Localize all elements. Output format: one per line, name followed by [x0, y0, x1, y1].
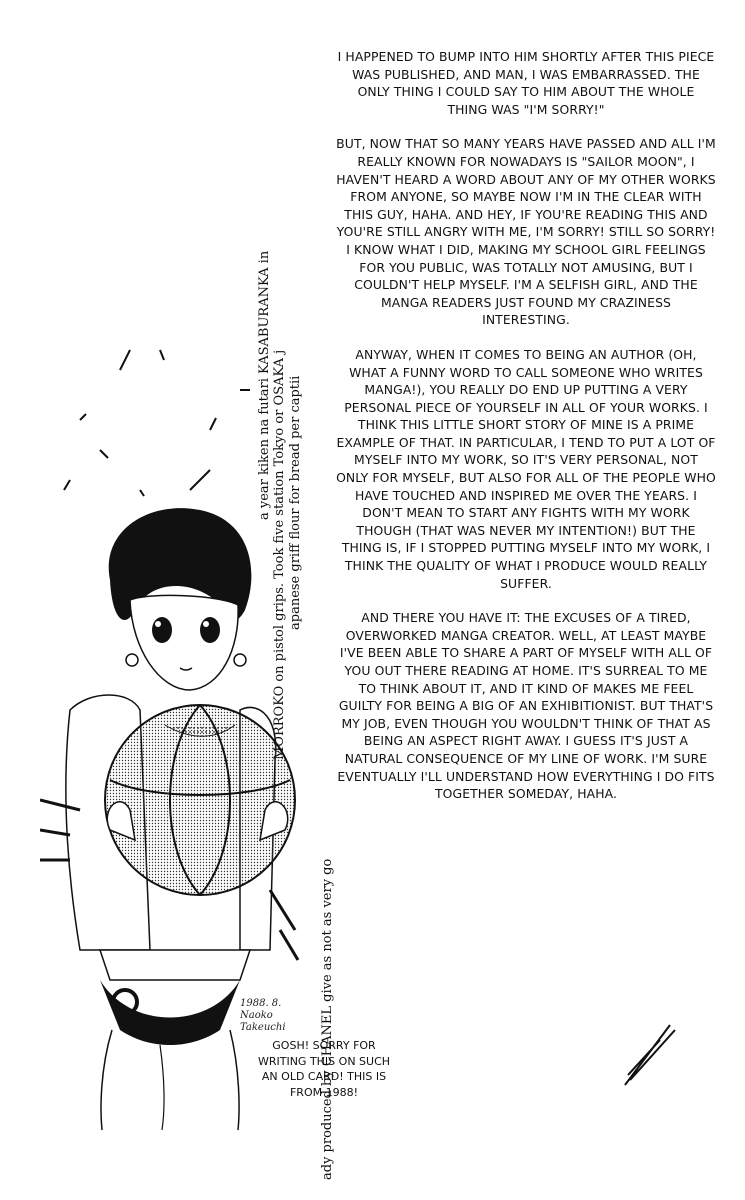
author-note: GOSH! SORRY FOR WRITING THIS ON SUCH AN OLD CARD! THIS IS FROM 1988!: [257, 1039, 391, 1099]
essay-paragraph: I HAPPENED TO BUMP INTO HIM SHORTLY AFTER THIS PIECE WAS PUBLISHED, AND MAN, I WAS EMBARRASSED. THE ONLY THING I COULD SAY TO HIM ABOUT THE WHOLE THING WAS "I'M SORRY!": [337, 49, 715, 117]
confetti-marks: [64, 350, 250, 496]
signature-date: 1988. 8.: [240, 998, 282, 1009]
vertical-caption-1: a year kiken na futari KASABURANKA in: [257, 250, 272, 520]
signature-name-2: Takeuchi: [240, 1022, 286, 1033]
artist-signature: [240, 998, 286, 1034]
pen-stroke-mark: [620, 1020, 680, 1090]
author-essay: [336, 48, 716, 820]
vertical-caption-4: ady produced by CHANEL give as not as very go: [320, 858, 335, 1180]
vertical-caption-3: apanese griff flour for bread per captii: [288, 375, 303, 630]
signature-name-1: Naoko: [240, 1010, 273, 1021]
essay-paragraph: AND THERE YOU HAVE IT: THE EXCUSES OF A TIRED, OVERWORKED MANGA CREATOR. WELL, AT LEAST MAYBE I'VE BEEN ABLE TO SHARE A PART OF MYSELF WITH ALL OF YOU OUT THERE READING AT HOME. IT'S SURREAL TO ME TO THINK ABOUT IT, AND IT KIND OF MAKES ME FEEL GUILTY FOR BEING A BIG OF AN EXHIBITIONIST. BUT THAT'S MY JOB, EVEN THOUGH YOU WOULDN'T THINK OF THAT AS BEING AN ASPECT RIGHT AWAY. I GUESS IT'S JUST A NATURAL CONSEQUENCE OF MY LINE OF WORK. I'M SURE EVENTUALLY I'LL UNDERSTAND HOW EVERYTHING I DO FITS TOGETHER SOMEDAY, HAHA.: [337, 610, 715, 802]
essay-paragraph: BUT, NOW THAT SO MANY YEARS HAVE PASSED AND ALL I'M REALLY KNOWN FOR NOWADAYS IS "SAILOR MOON", I HAVEN'T HEARD A WORD ABOUT ANY OF MY OTHER WORKS FROM ANYONE, SO MAYBE NOW I'M IN THE CLEAR WITH THIS GUY, HAHA. AND HEY, IF YOU'RE READING THIS AND YOU'RE STILL ANGRY WITH ME, I'M SORRY! STILL SO SORRY! I KNOW WHAT I DID, MAKING MY SCHOOL GIRL FEELINGS FOR YOU PUBLIC, WAS TOTALLY NOT AMUSING, BUT I COULDN'T HELP MYSELF. I'M A SELFISH GIRL, AND THE MANGA READERS JUST FOUND MY CRAZINESS INTERESTING.: [336, 136, 716, 328]
essay-paragraph: ANYWAY, WHEN IT COMES TO BEING AN AUTHOR (OH, WHAT A FUNNY WORD TO CALL SOMEONE WHO WRITES MANGA!), YOU REALLY DO END UP PUTTING A VERY PERSONAL PIECE OF YOURSELF IN ALL OF YOUR WORKS. I THINK THIS LITTLE SHORT STORY OF MINE IS A PRIME EXAMPLE OF THAT. IN PARTICULAR, I TEND TO PUT A LOT OF MYSELF INTO MY WORK, SO IT'S VERY PERSONAL, NOT ONLY FOR MYSELF, BUT ALSO FOR ALL OF THE PEOPLE WHO HAVE TOUCHED AND INSPIRED ME OVER THE YEARS. I DON'T MEAN TO START ANY FIGHTS WITH MY WORK THOUGH (THAT WAS NEVER MY INTENTION!) BUT THE THING IS, IF I STOPPED PUTTING MYSELF INTO MY WORK, I THINK THE QUALITY OF WHAT I PRODUCE WOULD REALLY SUFFER.: [336, 346, 716, 591]
vertical-caption-2: MORROKO on pistol grips. Took five station Tokyo or OSAKA j: [272, 349, 287, 760]
